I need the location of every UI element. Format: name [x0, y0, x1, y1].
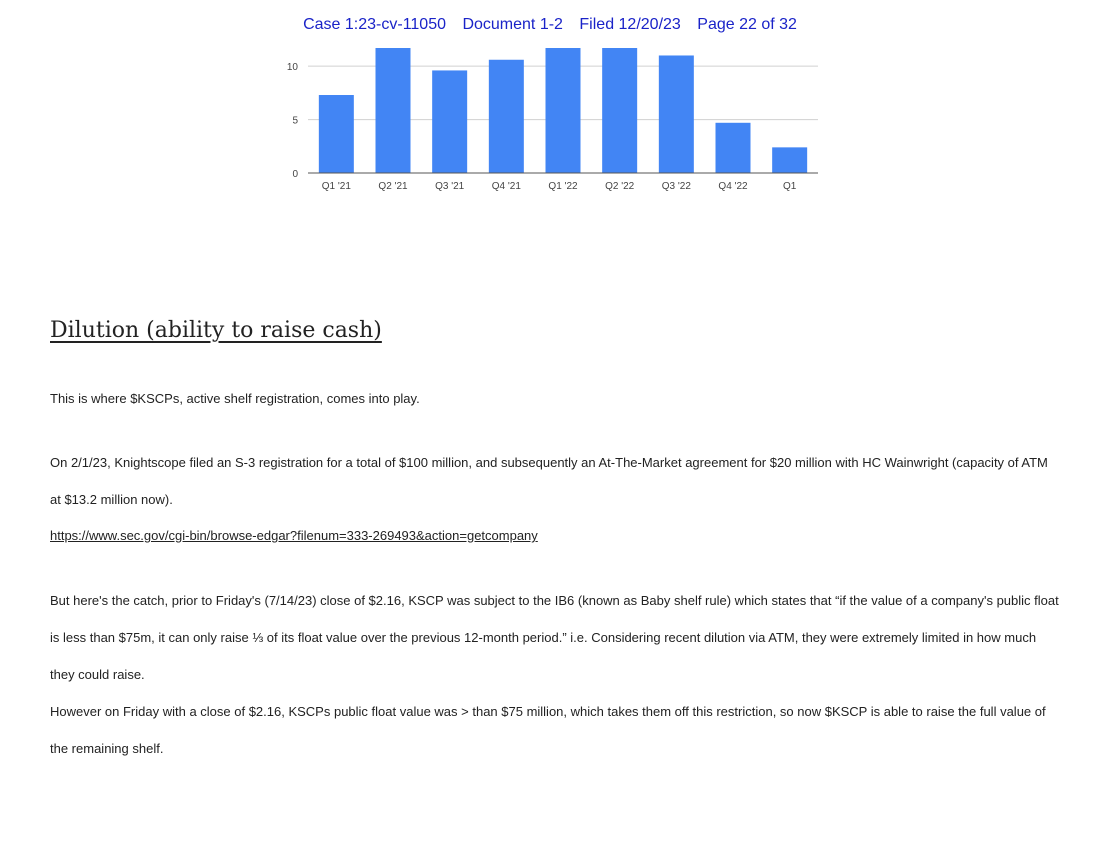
x-tick-label: Q4 '21: [491, 181, 521, 192]
x-tick-label: Q3 '22: [661, 181, 691, 192]
document-number: Document 1-2: [462, 16, 563, 33]
bar: [376, 48, 411, 173]
case-number: Case 1:23-cv-11050: [303, 16, 446, 33]
x-tick-label: Q1: [782, 181, 797, 192]
filed-date: Filed 12/20/23: [579, 16, 681, 33]
bar: [716, 123, 751, 173]
section-title: Dilution (ability to raise cash): [50, 318, 382, 343]
x-tick-label: Q2 '21: [378, 181, 408, 192]
bar: [546, 48, 581, 173]
x-tick-label: Q2 '22: [605, 181, 635, 192]
x-tick-label: Q1 '21: [321, 181, 351, 192]
bar: [602, 48, 637, 173]
x-tick-label: Q3 '21: [435, 181, 465, 192]
y-tick-label: 0: [292, 169, 298, 180]
page-number: Page 22 of 32: [697, 16, 797, 33]
bar-chart: [270, 40, 830, 200]
paragraph-float-restriction: However on Friday with a close of $2.16, KSCPs public float value was > than $75 million, which takes them off this restriction, so now $KSCP is able to raise the full value of the remaining shelf.: [50, 704, 1046, 756]
paragraph-baby-shelf-rule: But here's the catch, prior to Friday's (7/14/23) close of $2.16, KSCP was subject to the IB6 (known as Baby shelf rule) which states that “if the value of a company's public float is less than $75m, it can only raise ⅓ of its float value over the previous 12-month period.” i.e. Considering recent dilution via ATM, they were extremely limited in how much they could raise.: [50, 593, 1059, 682]
bar: [659, 55, 694, 173]
x-tick-label: Q4 '22: [718, 181, 748, 192]
paragraph-s3-filing: On 2/1/23, Knightscope filed an S-3 registration for a total of $100 million, and subsequently an At-The-Market agreement for $20 million with HC Wainwright (capacity of ATM at $13.2 million now).: [50, 455, 1048, 507]
sec-edgar-link[interactable]: https://www.sec.gov/cgi-bin/browse-edgar?filenum=333-269493&action=getcompany: [50, 528, 538, 543]
case-header: [0, 16, 1100, 34]
paragraph-shelf-registration: This is where $KSCPs, active shelf registration, comes into play.: [50, 391, 420, 406]
y-tick-label: 10: [286, 62, 298, 74]
x-tick-label: Q1 '22: [548, 181, 578, 192]
bar: [489, 60, 524, 173]
bar: [772, 147, 807, 173]
bar: [319, 95, 354, 173]
y-tick-label: 5: [292, 115, 298, 127]
bar: [432, 70, 467, 173]
